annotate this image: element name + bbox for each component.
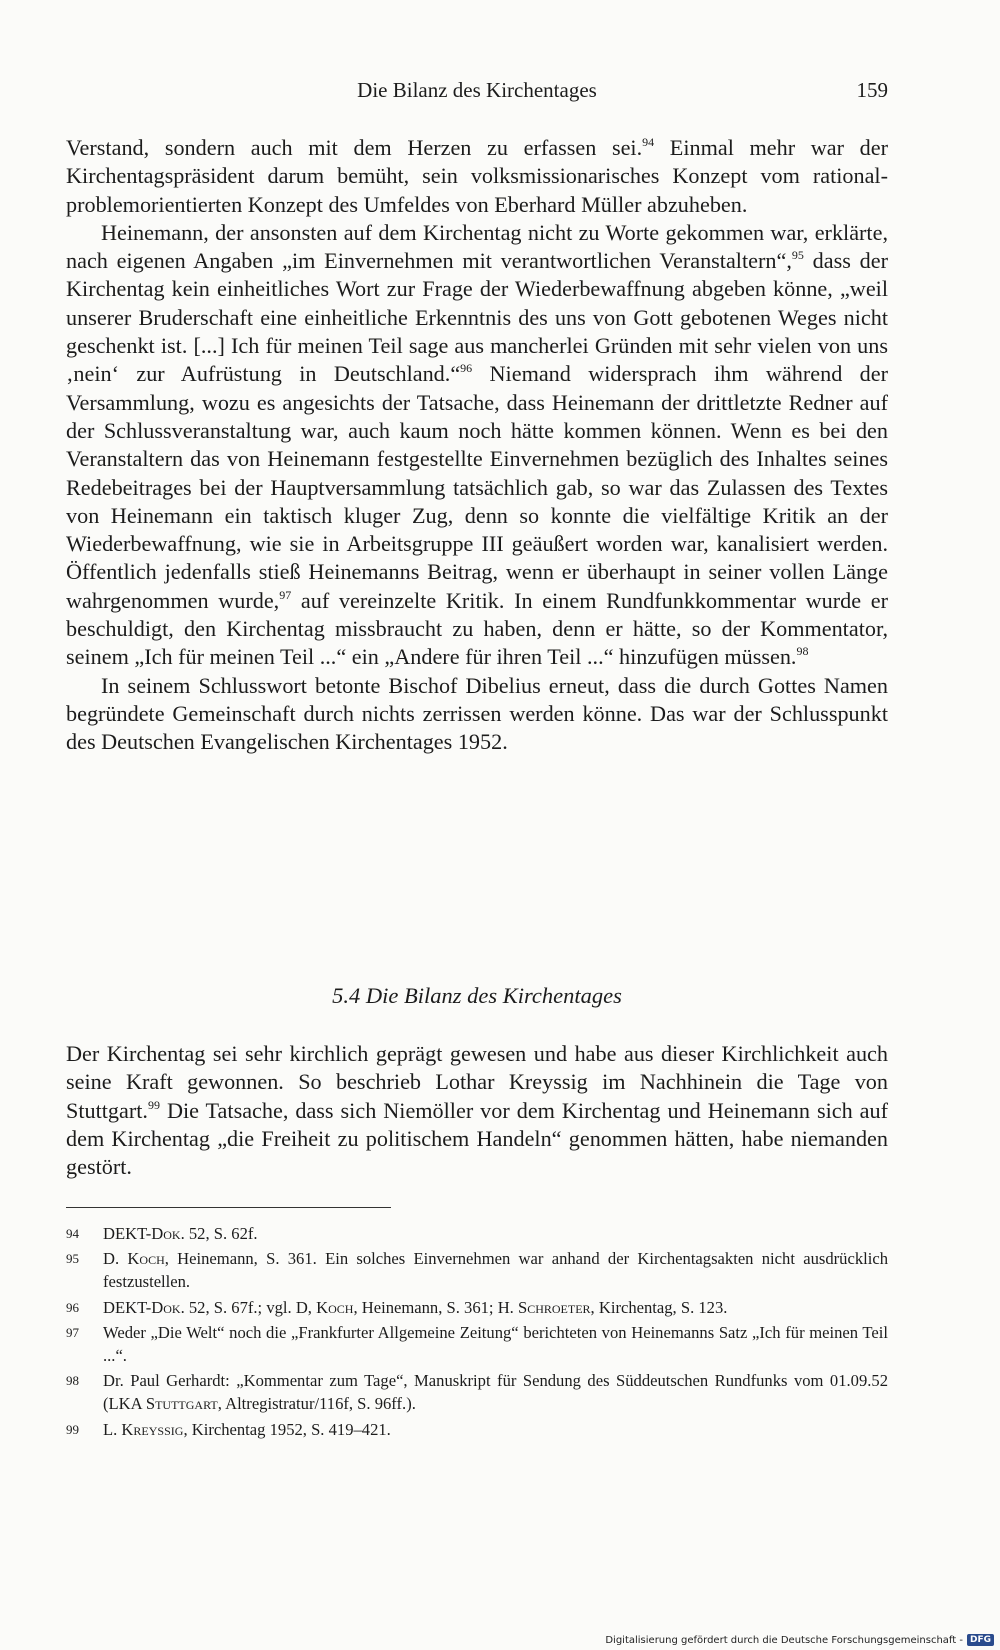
paragraph	[66, 134, 888, 219]
paragraph	[66, 219, 888, 672]
footnote-number: 96	[66, 1299, 79, 1315]
digitization-credit	[605, 1634, 994, 1646]
footnote-divider	[66, 1207, 391, 1208]
footnote-text: Dr. Paul Gerhardt: „Kommentar zum Tage“, Manuskript für Sendung des Süddeutschen Rundfunks vom 01.09.52 (LKA Stuttgart, Altregistratur/116f, S. 96ff.).	[103, 1371, 888, 1414]
dfg-logo: DFG	[967, 1634, 994, 1646]
footnote-number: 99	[66, 1421, 79, 1437]
footnote-text: DEKT-Dok. 52, S. 67f.; vgl. D, Koch, Heinemann, S. 361; H. Schroeter, Kirchentag, S. 123.	[103, 1297, 728, 1317]
footnote-text: Weder „Die Welt“ noch die „Frankfurter Allgemeine Zeitung“ berichteten von Heinemanns Satz „Ich für meinen Teil ...“.	[103, 1322, 888, 1366]
footnote-ref[interactable]: 96	[460, 361, 473, 376]
text-run: auf vereinzelte Kritik. In einem Rundfunkkommentar wurde er beschuldigt, den Kirchentag missbraucht zu haben, denn er hätte, so der Kommentator, seinem „Ich für meinen Teil ...“ ein „Andere für ihren Teil ...“ hinzufügen müssen.	[66, 587, 888, 670]
footnote	[66, 1418, 888, 1441]
footnote-number: 94	[66, 1226, 79, 1241]
paragraph: In seinem Schlusswort betonte Bischof Dibelius erneut, dass die durch Gottes Namen begründete Gemeinschaft durch nichts zerrissen werden könne. Das war der Schlusspunkt des Deutschen Evangelischen Kirchentages 1952.	[66, 672, 888, 755]
footnote-ref[interactable]: 95	[791, 248, 804, 263]
paragraph	[66, 1040, 888, 1181]
footnote	[66, 1369, 888, 1415]
footnote-number: 95	[66, 1251, 79, 1267]
footnote	[66, 1247, 888, 1293]
body-text	[66, 134, 888, 757]
page-number: 159	[856, 78, 888, 102]
footnote-number: 97	[66, 1324, 79, 1340]
footnote-number: 98	[66, 1373, 79, 1389]
text-run: Heinemann, der ansonsten auf dem Kirchentag nicht zu Worte gekommen war, erklärte, nach eigenen Angaben „im Einvernehmen mit verantwortlichen Veranstaltern“,	[66, 219, 888, 274]
running-head: Die Bilanz des Kirchentages	[357, 78, 597, 102]
credit-text: Digitalisierung gefördert durch die Deutsche Forschungsgemeinschaft -	[605, 1634, 963, 1646]
page-header	[66, 78, 888, 108]
text-run: dass der Kirchentag kein einheitliches Wort zur Frage der Wiederbewaffnung abgeben könne, „weil unserer Bruderschaft eine einheitliche Erkenntnis des uns von Gott gebotenen Weges nicht geschenkt ist. [...] Ich für meinen Teil sage aus mancherlei Gründen mit sehr vielen von uns ‚nein‘ zur Aufrüstung in Deutschland.“	[66, 248, 888, 387]
text-run: Verstand, sondern auch mit dem Herzen zu erfassen sei.	[66, 135, 643, 160]
section-text	[66, 1040, 888, 1181]
footnote-ref[interactable]: 98	[796, 644, 809, 659]
text-run: Niemand widersprach ihm während der Versammlung, wozu es angesichts der Tatsache, dass Heinemann der drittletzte Redner auf der Schlussveranstaltung war, auch kaum noch hätte kommen können. Wenn es bei den Veranstaltern das von Heinemann festgestellte Einvernehmen bezüglich des Inhaltes seines Redebeitrages bei der Hauptversammlung tatsächlich gab, so war das Zulassen des Textes von Heinemann ein taktisch kluger Zug, denn so konnte die vielfältige Kritik an der Wiederbewaffnung, wie sie in Arbeitsgruppe III geäußert worden war, kanalisiert werden. Öffentlich jedenfalls stieß Heinemanns Beitrag, wenn er überhaupt in seiner vollen Länge wahrgenommen wurde,	[66, 361, 888, 613]
footnote	[66, 1321, 888, 1367]
section-heading: 5.4 Die Bilanz des Kirchentages	[332, 983, 622, 1008]
footnote-text: D. Koch, Heinemann, S. 361. Ein solches Einvernehmen war anhand der Kirchentagsakten nicht ausdrücklich festzustellen.	[103, 1249, 889, 1292]
footnote	[66, 1222, 888, 1245]
footnote-text: DEKT-Dok. 52, S. 62f.	[103, 1224, 258, 1243]
footnote-ref[interactable]: 94	[642, 135, 655, 149]
text-run: Einmal mehr war der Kirchentagspräsident darum bemüht, sein volksmissionarisches Konzept vom rational-problemorientierten Konzept des Umfeldes von Eberhard Müller abzuheben.	[66, 135, 889, 217]
footnote-ref[interactable]: 97	[279, 587, 292, 602]
footnote-ref[interactable]: 99	[147, 1097, 160, 1112]
footnotes	[66, 1222, 888, 1443]
text-run: Die Tatsache, dass sich Niemöller vor dem Kirchentag und Heinemann sich auf dem Kirchentag „die Freiheit zu politischem Handeln“ genommen hätten, habe niemanden gestört.	[66, 1097, 888, 1180]
footnote	[66, 1296, 888, 1319]
footnote-text: L. Kreyssig, Kirchentag 1952, S. 419–421.	[103, 1419, 391, 1439]
text-run: Der Kirchentag sei sehr kirchlich geprägt gewesen und habe aus dieser Kirchlichkeit auch seine Kraft gewonnen. So beschrieb Lothar Kreyssig im Nachhinein die Tage von Stuttgart.	[66, 1041, 888, 1123]
